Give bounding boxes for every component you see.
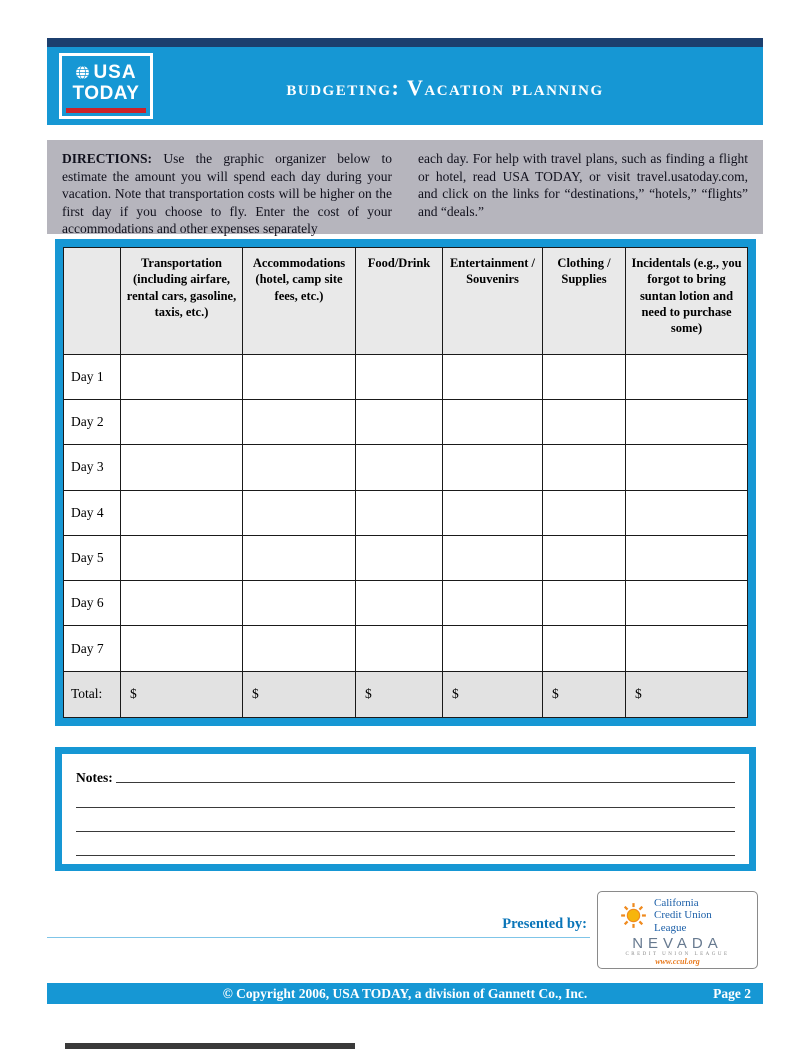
page-title: budgeting: Vacation planning <box>286 75 604 100</box>
expense-cell <box>121 354 243 399</box>
usa-today-logo <box>59 53 153 119</box>
table-row-day2 <box>64 399 748 444</box>
expense-cell <box>543 399 626 444</box>
total-cell: $ <box>543 671 626 717</box>
expense-cell <box>626 581 748 626</box>
credit-org-line2: Credit Union <box>654 909 712 922</box>
table-row-day5 <box>64 535 748 580</box>
directions-text-2: each day. For help with travel plans, such as finding a flight or hotel, read USA TODAY, or visit travel.usatoday.com, and click on the links for “destinations,” “hotels,” “flights” and “deals.” <box>418 151 748 219</box>
logo-today-text: TODAY <box>72 83 140 104</box>
expense-cell <box>121 490 243 535</box>
expense-cell <box>543 581 626 626</box>
row-label-day2: Day 2 <box>64 399 121 444</box>
credit-subtext: CREDIT UNION LEAGUE <box>625 951 730 957</box>
table-row-day3 <box>64 445 748 490</box>
expense-cell <box>356 535 443 580</box>
expense-cell <box>626 535 748 580</box>
corner-cell <box>64 248 121 355</box>
expense-cell <box>121 626 243 671</box>
total-cell: $ <box>626 671 748 717</box>
expense-cell <box>121 399 243 444</box>
expense-cell <box>443 399 543 444</box>
expense-cell <box>543 354 626 399</box>
row-label-day5: Day 5 <box>64 535 121 580</box>
expense-cell <box>443 445 543 490</box>
nevada-text: NEVADA <box>632 934 723 952</box>
budget-table-frame <box>55 239 756 726</box>
credit-org-name <box>654 897 712 934</box>
table-row-day6 <box>64 581 748 626</box>
expense-cell <box>626 626 748 671</box>
expense-cell <box>356 354 443 399</box>
directions-column-2 <box>418 150 748 224</box>
expense-cell <box>626 490 748 535</box>
expense-cell <box>626 399 748 444</box>
expense-cell <box>356 399 443 444</box>
top-navy-rule <box>47 38 763 47</box>
expense-cell <box>243 535 356 580</box>
expense-cell <box>356 445 443 490</box>
globe-icon <box>75 65 90 80</box>
budget-table <box>63 247 748 718</box>
header-row <box>64 248 748 355</box>
expense-cell <box>443 626 543 671</box>
notes-line <box>76 831 735 832</box>
credit-union-logo <box>597 891 758 969</box>
total-cell: $ <box>356 671 443 717</box>
directions-text-1: Use the graphic organizer below to estimate the amount you will spend each day during your vacation. Note that transportation costs will be higher on the first day if you choose to fly. Enter the cost of your accommodations and other expenses separately <box>62 151 392 237</box>
expense-cell <box>543 535 626 580</box>
credit-url: www.ccul.org <box>655 956 700 966</box>
table-row-day4 <box>64 490 748 535</box>
row-label-day1: Day 1 <box>64 354 121 399</box>
credit-org-line1: California <box>654 897 699 909</box>
directions-panel <box>47 140 763 237</box>
col-header-clothing: Clothing / Supplies <box>543 248 626 355</box>
expense-cell <box>121 445 243 490</box>
expense-cell <box>356 490 443 535</box>
col-header-accommodations: Accommodations (hotel, camp site fees, etc.) <box>243 248 356 355</box>
row-label-day7: Day 7 <box>64 626 121 671</box>
expense-cell <box>543 626 626 671</box>
credit-org-line3: League <box>654 921 687 934</box>
row-label-day4: Day 4 <box>64 490 121 535</box>
row-label-day3: Day 3 <box>64 445 121 490</box>
row-label-day6: Day 6 <box>64 581 121 626</box>
expense-cell <box>443 490 543 535</box>
notes-label: Notes: <box>76 769 113 785</box>
col-header-transportation: Transportation (including airfare, rental cars, gasoline, taxis, etc.) <box>121 248 243 355</box>
notes-line <box>76 855 735 856</box>
expense-cell <box>443 535 543 580</box>
expense-cell <box>356 581 443 626</box>
expense-cell <box>443 354 543 399</box>
footer-bar <box>47 983 763 1004</box>
logo-red-bar <box>66 108 146 113</box>
total-cell: $ <box>121 671 243 717</box>
notes-line <box>116 782 735 783</box>
page-number: Page 2 <box>713 985 751 1001</box>
total-row <box>64 671 748 717</box>
expense-cell <box>543 490 626 535</box>
bottom-strip <box>65 1043 355 1049</box>
expense-cell <box>243 626 356 671</box>
expense-cell <box>243 445 356 490</box>
directions-label: DIRECTIONS: <box>62 151 153 166</box>
expense-cell <box>543 445 626 490</box>
expense-cell <box>443 581 543 626</box>
col-header-food-drink: Food/Drink <box>356 248 443 355</box>
total-label: Total: <box>64 671 121 717</box>
col-header-entertainment: Entertainment / Souvenirs <box>443 248 543 355</box>
table-row-day1 <box>64 354 748 399</box>
table-row-day7 <box>64 626 748 671</box>
presented-by-label: Presented by: <box>502 916 587 932</box>
notes-panel <box>55 747 756 871</box>
total-cell: $ <box>443 671 543 717</box>
expense-cell <box>243 354 356 399</box>
expense-cell <box>626 445 748 490</box>
expense-cell <box>243 581 356 626</box>
col-header-incidentals: Incidentals (e.g., you forgot to bring suntan lotion and need to purchase some) <box>626 248 748 355</box>
expense-cell <box>121 581 243 626</box>
header-band <box>47 47 763 125</box>
notes-line <box>76 807 735 808</box>
expense-cell <box>243 490 356 535</box>
total-cell: $ <box>243 671 356 717</box>
copyright-text: © Copyright 2006, USA TODAY, a division of Gannett Co., Inc. <box>222 985 588 1001</box>
logo-usa-text: USA <box>93 62 137 83</box>
divider-line <box>47 937 590 938</box>
directions-column-1 <box>62 150 392 237</box>
expense-cell <box>121 535 243 580</box>
expense-cell <box>243 399 356 444</box>
sun-icon <box>620 902 647 929</box>
expense-cell <box>626 354 748 399</box>
expense-cell <box>356 626 443 671</box>
